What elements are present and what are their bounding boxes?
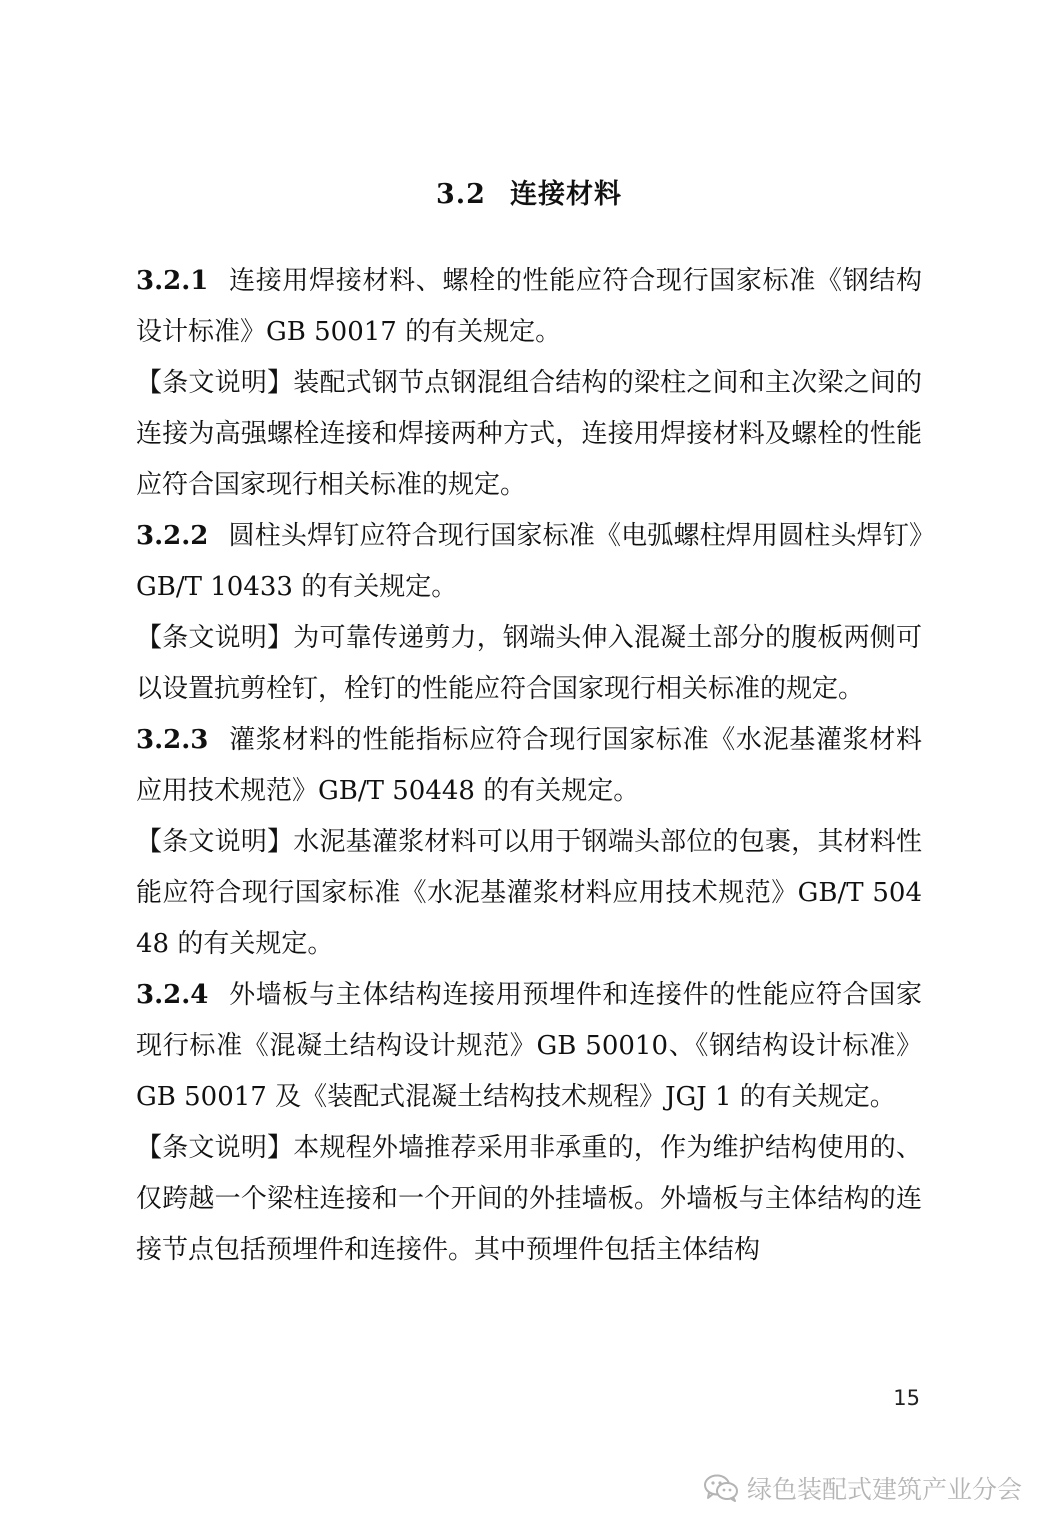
- note-text: 本规程外墙推荐采用非承重的，作为维护结构使用的、仅跨越一个梁柱连接和一个开间的外挂墙板。外墙板与主体结构的连接节点包括预埋件和连接件。其中预埋件包括主体结构: [136, 1133, 922, 1265]
- clause-3-2-2: [136, 511, 922, 613]
- watermark-text: 绿色装配式建筑产业分会: [746, 1475, 1022, 1504]
- clause-number: 3.2.1: [136, 266, 209, 296]
- clause-text: 外墙板与主体结构连接用预埋件和连接件的性能应符合国家现行标准《混凝土结构设计规范》GB 50010、《钢结构设计标准》GB 50017 及《装配式混凝土结构技术规程》JGJ 1 的有关规定。: [136, 980, 922, 1112]
- clause-text: 连接用焊接材料、螺栓的性能应符合现行国家标准《钢结构设计标准》GB 50017 的有关规定。: [136, 266, 922, 347]
- section-title: [0, 172, 1058, 211]
- section-title-text: 连接材料: [509, 179, 622, 210]
- note-label: 【条文说明】: [136, 827, 294, 857]
- clause-number: 3.2.2: [136, 521, 209, 551]
- page-number: 15: [893, 1386, 920, 1410]
- note-text: 为可靠传递剪力，钢端头伸入混凝土部分的腹板两侧可以设置抗剪栓钉，栓钉的性能应符合国家现行相关标准的规定。: [136, 623, 922, 704]
- clause-3-2-1: [136, 256, 922, 358]
- watermark: [703, 1470, 1022, 1506]
- clause-text: 圆柱头焊钉应符合现行国家标准《电弧螺柱焊用圆柱头焊钉》GB/T 10433 的有关规定。: [136, 521, 922, 602]
- clause-number: 3.2.3: [136, 725, 209, 755]
- note-text: 水泥基灌浆材料可以用于钢端头部位的包裹，其材料性能应符合现行国家标准《水泥基灌浆材料应用技术规范》GB/T 50448 的有关规定。: [136, 827, 922, 959]
- note-3-2-2: [136, 613, 922, 715]
- note-text: 装配式钢节点钢混组合结构的梁柱之间和主次梁之间的连接为高强螺栓连接和焊接两种方式，连接用焊接材料及螺栓的性能应符合国家现行相关标准的规定。: [136, 368, 922, 500]
- clause-text: 灌浆材料的性能指标应符合现行国家标准《水泥基灌浆材料应用技术规范》GB/T 50448 的有关规定。: [136, 725, 922, 806]
- note-label: 【条文说明】: [136, 368, 294, 398]
- wechat-icon: [703, 1474, 739, 1502]
- clause-3-2-4: [136, 970, 922, 1123]
- body-content: [136, 256, 922, 1276]
- note-3-2-4: [136, 1123, 922, 1276]
- section-number: 3.2: [436, 179, 486, 210]
- clause-3-2-3: [136, 715, 922, 817]
- note-label: 【条文说明】: [136, 1133, 294, 1163]
- note-3-2-1: [136, 358, 922, 511]
- clause-number: 3.2.4: [136, 980, 209, 1010]
- note-3-2-3: [136, 817, 922, 970]
- note-label: 【条文说明】: [136, 623, 294, 653]
